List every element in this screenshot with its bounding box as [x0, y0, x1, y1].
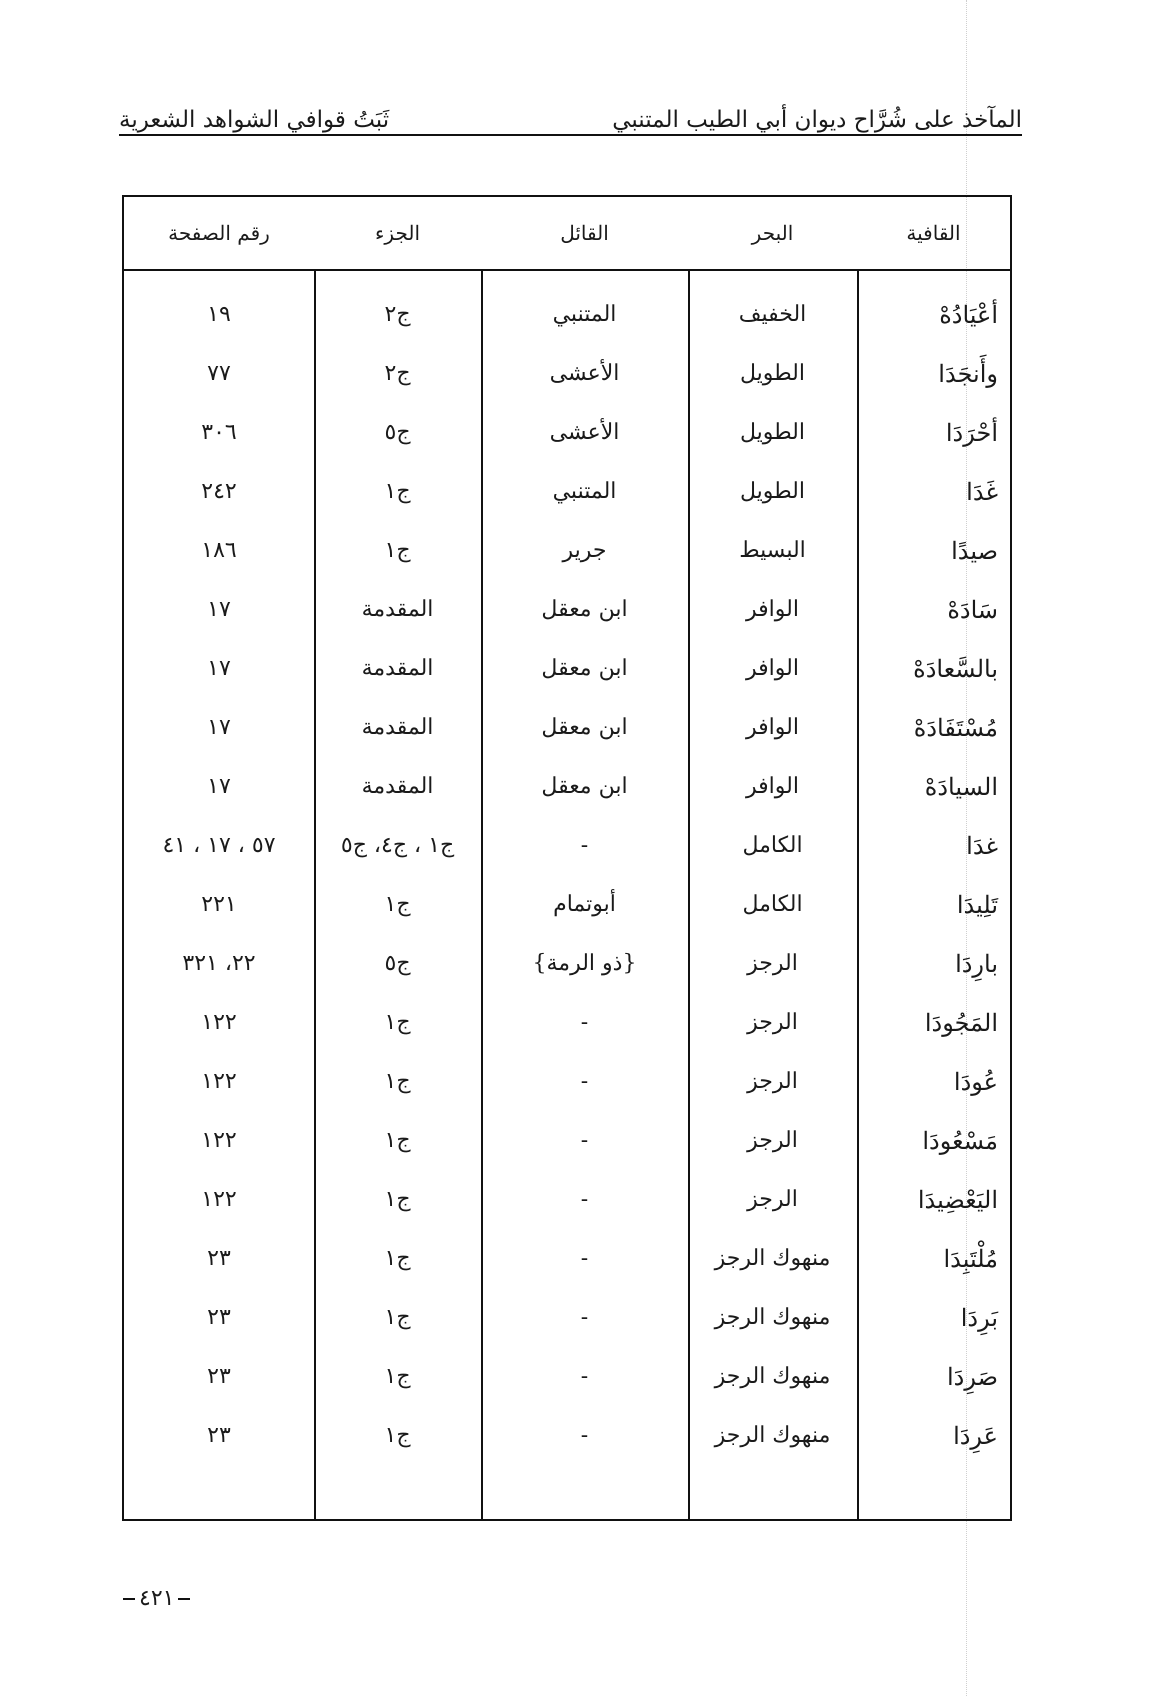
cell-poet: -: [580, 1069, 589, 1094]
cell-poet: الأعشى: [549, 361, 620, 386]
cell-meter: الرجز: [747, 1187, 798, 1212]
cell-part: المقدمة: [361, 715, 434, 740]
table-row: [124, 934, 1010, 993]
cell-meter: الرجز: [747, 1010, 798, 1035]
cell-rhyme: غَدَا: [966, 477, 998, 506]
cell-poet: -: [580, 1010, 589, 1035]
column-header-poet: القائل: [481, 197, 688, 270]
cell-poet: -: [580, 833, 589, 858]
table-row: [124, 580, 1010, 639]
column-header-page: رقم الصفحة: [124, 197, 314, 270]
cell-meter: منهوك الرجز: [714, 1364, 831, 1389]
cell-part: ج١ ، ج٤، ج٥: [340, 833, 455, 858]
header-rule: [119, 134, 1022, 136]
rhymes-table-frame: [122, 195, 1012, 1521]
cell-meter: الوافر: [746, 715, 799, 740]
cell-part: ج٥: [384, 420, 411, 445]
table-row: [124, 521, 1010, 580]
cell-meter: منهوك الرجز: [714, 1423, 831, 1448]
running-header: [119, 88, 1022, 132]
column-divider: [857, 271, 859, 1519]
column-divider: [481, 271, 483, 1519]
column-divider: [688, 271, 690, 1519]
cell-part: ج١: [384, 1187, 411, 1212]
table-row: [124, 1288, 1010, 1347]
cell-meter: الرجز: [747, 1069, 798, 1094]
cell-poet: -: [580, 1423, 589, 1448]
cell-rhyme: بَرِدَا: [960, 1303, 998, 1332]
cell-rhyme: غدَا: [966, 831, 998, 860]
cell-meter: الطويل: [739, 479, 805, 504]
cell-page: ٢٢، ٣٢١: [182, 951, 256, 976]
cell-meter: منهوك الرجز: [714, 1246, 831, 1271]
cell-page: ١٢٢: [201, 1187, 237, 1212]
page-number: [119, 1586, 194, 1611]
column-header-rhyme: القافية: [857, 197, 1010, 270]
rhymes-table: [124, 197, 1010, 1465]
cell-rhyme: وأَنجَدَا: [938, 359, 998, 388]
cell-meter: الكامل: [742, 892, 803, 917]
cell-page: ١٧: [207, 774, 231, 799]
table-row: [124, 1170, 1010, 1229]
cell-meter: الطويل: [739, 361, 805, 386]
dash-mark: [123, 1598, 135, 1600]
cell-page: ٢٣: [207, 1246, 231, 1271]
dash-mark: [178, 1598, 190, 1600]
cell-page: ١٧: [207, 715, 231, 740]
cell-part: ج١: [384, 1423, 411, 1448]
column-divider: [314, 271, 316, 1519]
cell-page: ١٧: [207, 597, 231, 622]
cell-page: ١٧: [207, 656, 231, 681]
cell-page: ٣٠٦: [201, 420, 237, 445]
cell-poet: ابن معقل: [541, 715, 628, 740]
cell-rhyme: عَرِدَا: [953, 1421, 998, 1450]
cell-poet: ابن معقل: [541, 656, 628, 681]
column-header-part: الجزء: [314, 197, 481, 270]
cell-poet: -: [580, 1128, 589, 1153]
cell-page: ١٨٦: [201, 538, 237, 563]
cell-part: المقدمة: [361, 597, 434, 622]
cell-rhyme: بالسَّعادَهْ: [913, 654, 998, 683]
cell-part: ج١: [384, 1305, 411, 1330]
cell-meter: الكامل: [742, 833, 803, 858]
cell-page: ١٢٢: [201, 1128, 237, 1153]
cell-poet: أبوتمام: [553, 892, 616, 917]
cell-rhyme: أحْرَدَا: [945, 418, 998, 447]
cell-poet: -: [580, 1364, 589, 1389]
cell-part: ج٢: [384, 361, 411, 386]
table-row: [124, 1229, 1010, 1288]
cell-part: المقدمة: [361, 656, 434, 681]
cell-meter: الخفيف: [738, 302, 807, 327]
cell-meter: الوافر: [746, 774, 799, 799]
cell-poet: -: [580, 1305, 589, 1330]
cell-meter: الوافر: [746, 597, 799, 622]
cell-page: ١٢٢: [201, 1069, 237, 1094]
cell-rhyme: صَرِدَا: [947, 1362, 998, 1391]
cell-part: ج١: [384, 1128, 411, 1153]
table-row: [124, 639, 1010, 698]
cell-meter: الطويل: [739, 420, 805, 445]
cell-rhyme: سَادَهْ: [947, 595, 998, 624]
cell-poet: جرير: [562, 538, 607, 563]
cell-part: ج١: [384, 538, 411, 563]
header-section-title: ثَبَتُ قوافي الشواهد الشعرية: [119, 107, 390, 133]
cell-rhyme: اليَعْضِيدَا: [917, 1185, 998, 1214]
cell-poet: المتنبي: [552, 479, 617, 504]
table-row: [124, 1111, 1010, 1170]
page-number-text: ٤٢١: [139, 1586, 175, 1611]
cell-rhyme: أعْيَادُهْ: [939, 300, 998, 329]
cell-poet: المتنبي: [552, 302, 617, 327]
cell-page: ٢٤٢: [201, 479, 237, 504]
cell-page: ١٩: [207, 302, 231, 327]
cell-poet: {ذو الرمة}: [532, 951, 637, 976]
table-row: [124, 462, 1010, 521]
cell-rhyme: تَلِيدَا: [956, 890, 998, 919]
table-row: [124, 1406, 1010, 1465]
table-row: [124, 1052, 1010, 1111]
cell-poet: ابن معقل: [541, 774, 628, 799]
cell-rhyme: بارِدَا: [955, 949, 998, 978]
cell-part: ج١: [384, 892, 411, 917]
cell-part: ج٥: [384, 951, 411, 976]
cell-rhyme: مُلْتَبِدَا: [943, 1244, 998, 1273]
cell-page: ٢٢١: [201, 892, 237, 917]
cell-meter: الوافر: [746, 656, 799, 681]
cell-rhyme: مُسْتَفَادَهْ: [913, 713, 998, 742]
cell-part: ج١: [384, 1246, 411, 1271]
table-row: [124, 270, 1010, 344]
table-row: [124, 403, 1010, 462]
cell-poet: -: [580, 1246, 589, 1271]
cell-part: ج١: [384, 1364, 411, 1389]
cell-rhyme: عُودَا: [953, 1067, 998, 1096]
cell-poet: الأعشى: [549, 420, 620, 445]
cell-page: ٥٧ ، ١٧ ، ٤١: [162, 833, 276, 858]
cell-page: ٢٣: [207, 1305, 231, 1330]
table-row: [124, 757, 1010, 816]
cell-meter: الرجز: [747, 1128, 798, 1153]
cell-page: ٢٣: [207, 1423, 231, 1448]
header-book-title: المآخذ على شُرَّاح ديوان أبي الطيب المتنبي: [612, 107, 1022, 133]
column-header-meter: البحر: [688, 197, 857, 270]
cell-page: ١٢٢: [201, 1010, 237, 1035]
cell-poet: ابن معقل: [541, 597, 628, 622]
cell-meter: منهوك الرجز: [714, 1305, 831, 1330]
cell-meter: البسيط: [739, 538, 806, 563]
cell-rhyme: المَجُودَا: [924, 1008, 998, 1037]
table-row: [124, 993, 1010, 1052]
table-row: [124, 344, 1010, 403]
cell-meter: الرجز: [747, 951, 798, 976]
table-row: [124, 1347, 1010, 1406]
cell-part: ج٢: [384, 302, 411, 327]
cell-rhyme: مَسْعُودَا: [922, 1126, 998, 1155]
table-row: [124, 875, 1010, 934]
cell-part: ج١: [384, 1069, 411, 1094]
table-header-row: [124, 197, 1010, 270]
cell-part: ج١: [384, 1010, 411, 1035]
table-row: [124, 816, 1010, 875]
cell-part: المقدمة: [361, 774, 434, 799]
table-row: [124, 698, 1010, 757]
cell-part: ج١: [384, 479, 411, 504]
cell-rhyme: صيدًا: [951, 536, 998, 565]
cell-page: ٧٧: [207, 361, 231, 386]
cell-poet: -: [580, 1187, 589, 1212]
cell-rhyme: السيادَهْ: [924, 772, 998, 801]
cell-page: ٢٣: [207, 1364, 231, 1389]
